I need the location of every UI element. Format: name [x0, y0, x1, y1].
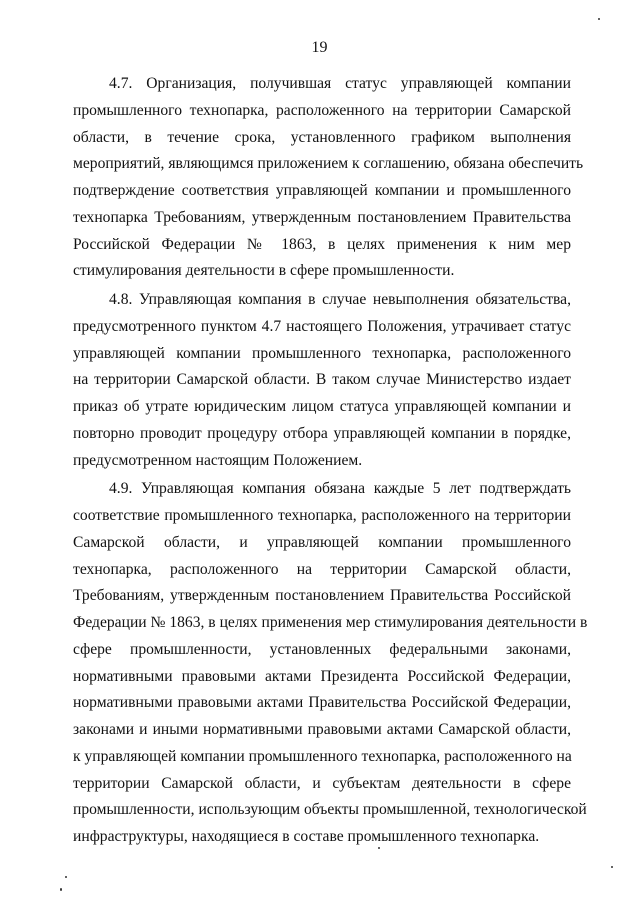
scan-speck	[611, 866, 613, 868]
text-line: промышленности, использующим объекты промышленной, технологической	[73, 801, 587, 819]
text-line: технопарка, расположенного на территории Самарской области,	[73, 560, 571, 578]
text-line: предусмотренного пунктом 4.7 настоящего Положения, утрачивает статус	[73, 317, 571, 335]
scan-speck	[598, 18, 600, 20]
text-line: инфраструктуры, находящиеся в составе промышленного технопарка.	[73, 828, 540, 845]
text-line: промышленного технопарка, расположенного на территории Самарской	[73, 101, 571, 119]
text-line: Федерации № 1863, в целях применения мер стимулирования деятельности в	[73, 614, 588, 631]
text-line: 4.7. Организация, получившая статус управляющей компании	[109, 75, 571, 92]
text-line: области, в течение срока, установленного графиком выполнения	[73, 128, 571, 146]
text-line: Российской Федерации № 1863, в целях применения к ним мер	[73, 235, 571, 253]
text-line: нормативными правовыми актами Президента Российской Федерации,	[73, 667, 571, 685]
text-line: управляющей компании промышленного технопарка, расположенного	[73, 344, 571, 362]
text-line: 4.9. Управляющая компания обязана каждые 5 лет подтверждать	[109, 480, 571, 498]
text-line: 4.8. Управляющая компания в случае невыполнения обязательства,	[109, 291, 571, 308]
document-body	[73, 71, 588, 853]
text-line: подтверждение соответствия управляющей компании и промышленного	[73, 182, 571, 199]
text-line: Требованиям, утвержденным постановлением Правительства Российской	[73, 587, 571, 605]
paragraph-4-7	[73, 71, 584, 285]
text-line: технопарка Требованиям, утвержденным постановлением Правительства	[73, 208, 571, 226]
page-number: 19	[311, 39, 328, 56]
paragraph-4-8	[73, 287, 571, 474]
text-line: мероприятий, являющимся приложением к соглашению, обязана обеспечить	[73, 155, 584, 173]
scan-speck	[60, 888, 62, 891]
scan-speck	[378, 847, 380, 849]
text-line: сфере промышленности, установленных федеральными законами,	[73, 640, 571, 658]
text-line: предусмотренном настоящим Положением.	[73, 451, 363, 469]
text-line: на территории Самарской области. В таком случае Министерство издает	[73, 371, 571, 389]
text-line: нормативными правовыми актами Правительства Российской Федерации,	[73, 694, 571, 712]
text-line: соответствие промышленного технопарка, расположенного на территории	[73, 507, 571, 524]
paragraph-4-9	[73, 476, 588, 851]
text-line: территории Самарской области, и субъектам деятельности в сфере	[73, 774, 571, 792]
scan-speck	[65, 876, 67, 878]
text-line: Самарской области, и управляющей компании промышленного	[73, 533, 571, 551]
text-line: к управляющей компании промышленного технопарка, расположенного на	[73, 747, 572, 765]
text-line: стимулирования деятельности в сфере промышленности.	[73, 262, 455, 280]
text-line: законами и иными нормативными правовыми актами Самарской области,	[73, 721, 571, 738]
text-line: приказ об утрате юридическим лицом статуса управляющей компании и	[73, 398, 571, 415]
text-line: повторно проводит процедуру отбора управляющей компании в порядке,	[73, 424, 571, 442]
